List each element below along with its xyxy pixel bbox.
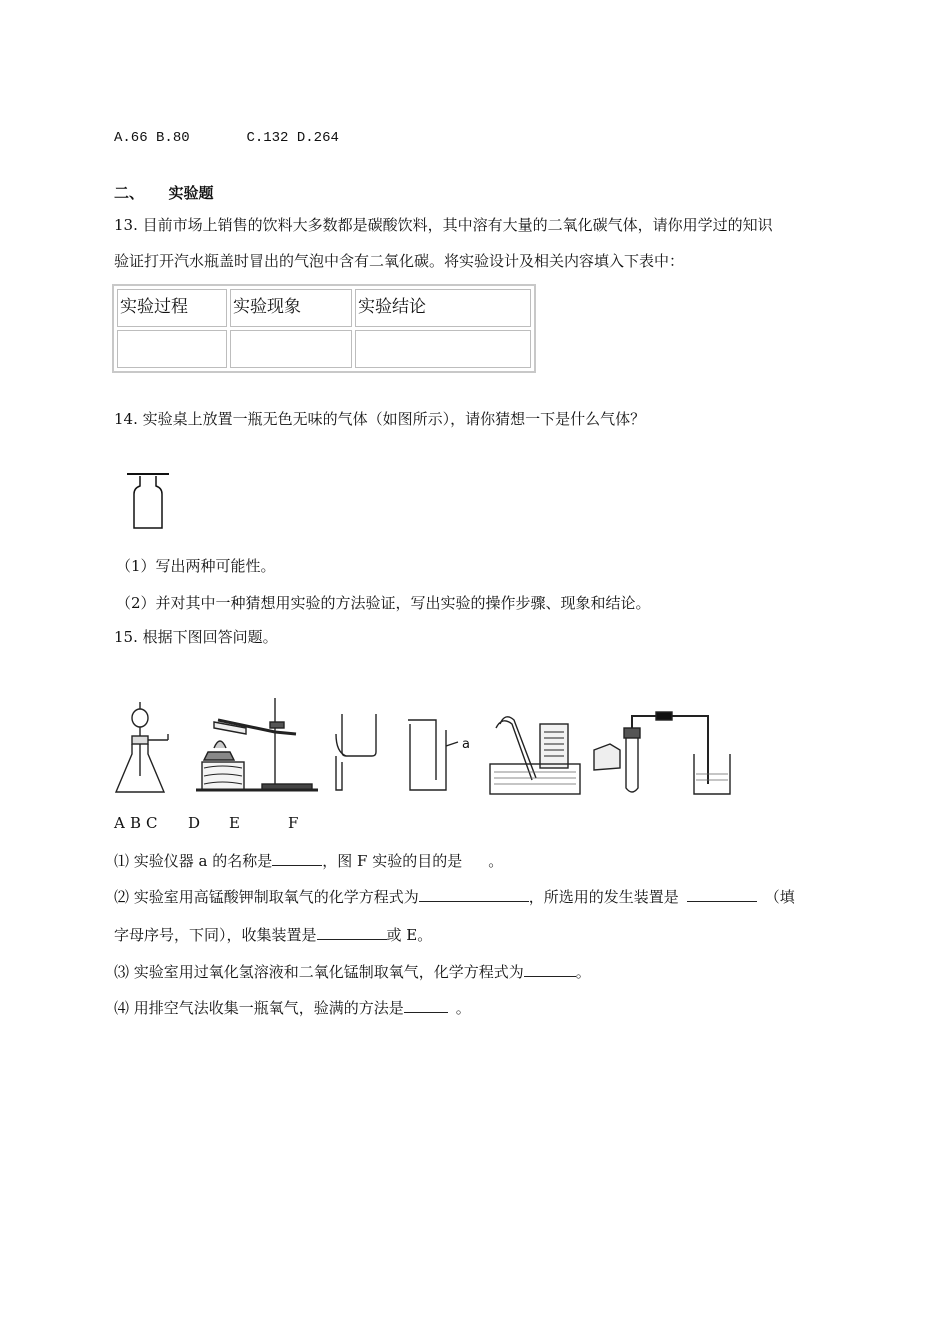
option-d: D.264 <box>296 130 339 146</box>
q13-line2: 验证打开汽水瓶盖时冒出的气泡中含有二氧化碳。将实验设计及相关内容填入下表中： <box>114 252 685 270</box>
apparatus-d-bottle <box>408 720 458 790</box>
q15-part1-text: ⑴ 实验仪器 a 的名称是 <box>114 852 273 870</box>
apparatus-b-heating <box>196 698 318 790</box>
q15-part4-text: ⑷ 用排空气法收集一瓶氧气，验满的方法是 <box>114 999 404 1017</box>
q13-line1: 13. 目前市场上销售的饮料大多数都是碳酸饮料，其中溶有大量的二氧化碳气体，请你用学过的知识 <box>114 216 773 234</box>
q15-part2-cont <box>114 925 432 945</box>
q12-options <box>114 128 339 148</box>
option-b: B.80 <box>156 130 190 146</box>
table-cell-conclusion[interactable] <box>355 330 531 368</box>
q14-sub1: （1）写出两种可能性。 <box>116 557 276 575</box>
apparatus-a-flask <box>116 702 168 792</box>
blank-kmno4-equation[interactable] <box>419 887 529 902</box>
q15-part2-text: ⑵ 实验室用高锰酸钾制取氧气的化学方程式为 <box>114 888 419 906</box>
q15-part2-text-b: ，所选用的发生装置是 <box>528 888 679 906</box>
blank-h2o2-equation[interactable] <box>524 962 576 977</box>
blank-generator[interactable] <box>687 887 757 902</box>
q15-part2-text-d: 字母序号，下同），收集装置是 <box>114 926 317 944</box>
table-cell-phenomenon[interactable] <box>230 330 352 368</box>
table-header-process: 实验过程 <box>117 289 227 327</box>
label-fig-f: F <box>288 814 299 832</box>
table-cell-process[interactable] <box>117 330 227 368</box>
q15-stem: 15. 根据下图回答问题。 <box>114 628 278 646</box>
q15-part2-text-c: （填 <box>764 888 795 906</box>
label-a: a <box>462 737 470 752</box>
label-fig-a: A <box>114 814 125 832</box>
apparatus-e-water-trough <box>490 717 580 794</box>
blank-collector[interactable] <box>317 925 387 940</box>
gas-bottle-figure <box>124 470 174 532</box>
label-fig-d: D <box>188 814 201 832</box>
label-fig-b: B <box>130 814 142 832</box>
table-header-conclusion: 实验结论 <box>355 289 531 327</box>
label-fig-c: C <box>146 814 158 832</box>
section-heading <box>114 183 214 203</box>
blank-check-full[interactable] <box>404 998 448 1013</box>
q15-part1-end: 。 <box>488 852 504 870</box>
q15-part1 <box>114 851 503 871</box>
q15-part4 <box>114 998 471 1018</box>
q15-part4-end: 。 <box>455 999 471 1017</box>
option-c: C.132 <box>246 130 289 146</box>
table-header-phenomenon: 实验现象 <box>230 289 352 327</box>
q15-part1-text-b: ，图 F 实验的目的是 <box>322 852 463 870</box>
apparatus-c-bottle <box>336 714 376 790</box>
blank-instrument-a[interactable] <box>272 851 322 866</box>
apparatus-figure <box>110 694 740 824</box>
q14-sub2: （2）并对其中一种猜想用实验的方法验证，写出实验的操作步骤、现象和结论。 <box>116 594 651 612</box>
section-title: 实验题 <box>168 184 214 202</box>
option-a: A.66 <box>114 130 148 146</box>
q15-part3-end: 。 <box>575 963 591 981</box>
q15-part3 <box>114 962 591 982</box>
q15-part2-text-e: 或 E。 <box>386 926 433 944</box>
section-number: 二、 <box>114 184 145 202</box>
q15-part3-text: ⑶ 实验室用过氧化氢溶液和二氧化锰制取氧气，化学方程式为 <box>114 963 524 981</box>
label-fig-e: E <box>229 814 240 832</box>
q14-stem: 14. 实验桌上放置一瓶无色无味的气体（如图所示），请你猜想一下是什么气体？ <box>114 410 646 428</box>
experiment-table <box>112 284 536 373</box>
q15-part2 <box>114 887 795 907</box>
apparatus-f-airtight-check <box>594 712 730 794</box>
